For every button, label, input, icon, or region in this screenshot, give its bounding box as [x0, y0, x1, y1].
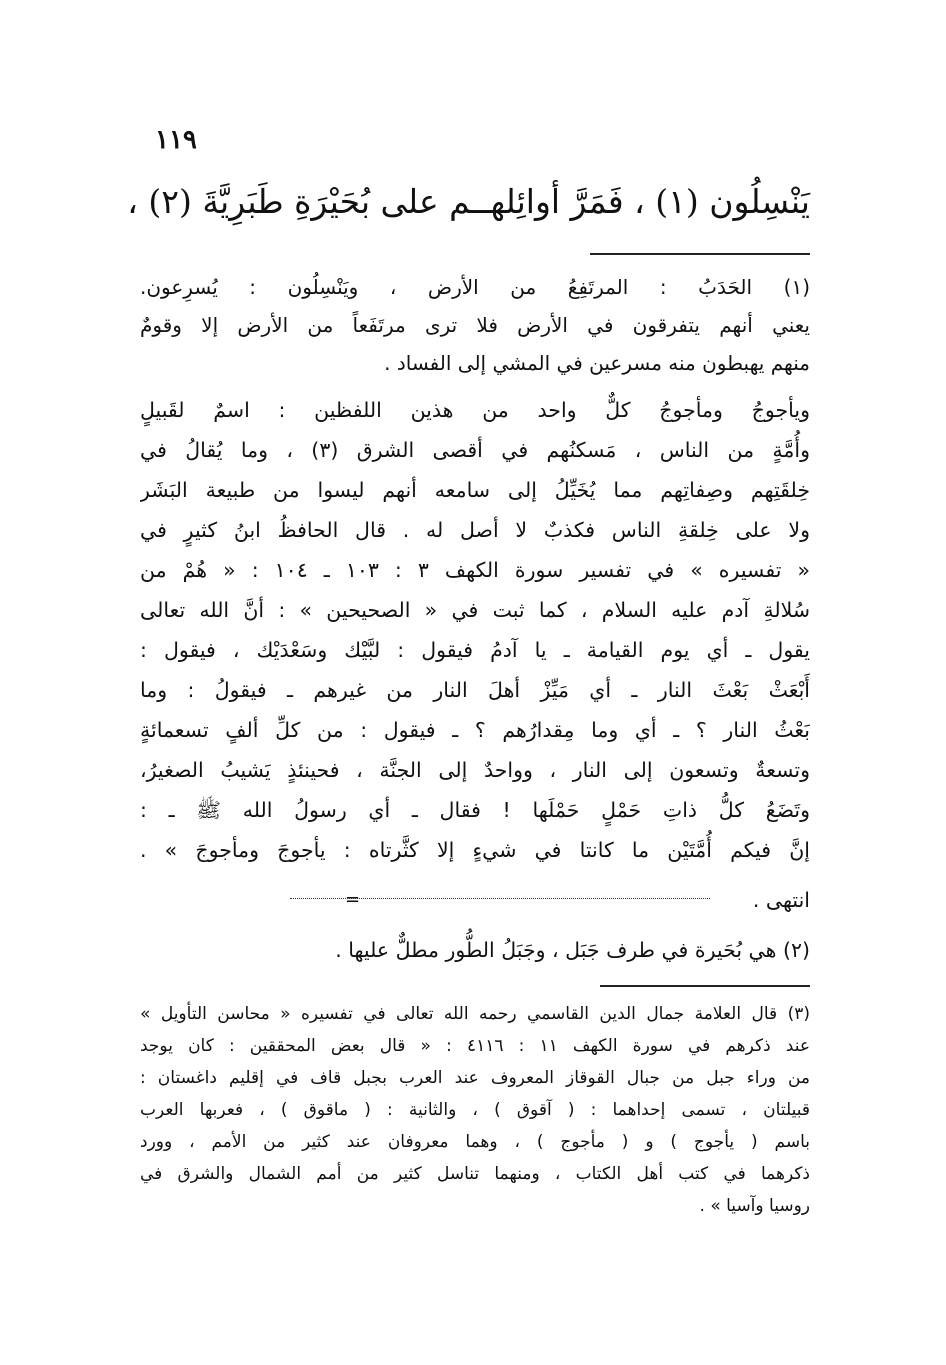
- commentary-line: وتَضَعُ كلُّ ذاتِ حَمْلٍ حَمْلَها ! فقال ـ أي رسولُ الله ﷺ ـ :: [140, 798, 810, 822]
- footnote-3-line: (٣) قال العلامة جمال الدين القاسمي رحمه الله تعالى في تفسيره « محاسن التأويل »: [140, 1004, 810, 1024]
- footnote-3-line: قبيلتان ، تسمى إحداهما : ( آقوق ) ، والثانية : ( ماقوق ) ، فعربها العرب: [140, 1100, 810, 1120]
- footnote-3-line: من وراء جبل من جبال القوقاز المعروف عند العرب بجبل قاف في إقليم داغستان :: [140, 1068, 810, 1088]
- commentary-line: ولا على خِلقةِ الناس فكذبٌ لا أصل له . قال الحافظُ ابنُ كثيرٍ في: [140, 518, 810, 542]
- footnote-3-line: عند ذكرهم في سورة الكهف ١١ : ٤١١٦ : « قال بعض المحققين : كان يوجد: [140, 1036, 810, 1056]
- end-mark: =: [345, 889, 361, 910]
- commentary-line: خِلقَتِهم وصِفاتِهم مما يُخَيِّلُ إلى سامعه أنهم ليسوا من طبيعة البَشَر: [140, 478, 810, 502]
- footnote-1-line: (١) الحَدَبُ : المرتَفِعُ من الأرض ، ويَنْسِلُون : يُسرِعون.: [140, 275, 810, 299]
- verse-line: يَنْسِلُون (١) ، فَمَرَّ أوائِلهــم على بُحَيْرَةِ طَبَرِيَّةَ (٢) ،: [127, 182, 810, 221]
- footnote-1: [140, 268, 810, 382]
- commentary-line: إنَّ فيكم أُمَّتَيْن ما كانتا في شيءٍ إلا كثَّرتاه : يأجوجَ ومأجوجَ » .: [140, 838, 810, 862]
- footnote-3-line: روسيا وآسيا » .: [699, 1196, 810, 1216]
- end-word: انتهى .: [752, 888, 810, 912]
- commentary-line: أَبْعَثْ بَعْثَ النار ـ أي مَيِّزْ أهلَ النار من غيرهم ـ فيقولُ : وما: [140, 678, 810, 702]
- page-number: ١١٩: [155, 125, 197, 155]
- commentary-line: « تفسيره » في تفسير سورة الكهف ٣ : ١٠٣ ـ ١٠٤ : « هُمْ من: [140, 558, 810, 582]
- footnote-2: [140, 928, 810, 972]
- footnote-1-line: منهم يهبطون منه مسرعين في المشي إلى الفساد .: [384, 351, 810, 375]
- footnote-separator-top: [590, 253, 810, 255]
- commentary-line: وتسعةٌ وتسعون إلى النار ، وواحدٌ إلى الجنَّة ، فحينئذٍ يَشيبُ الصغيرُ،: [140, 758, 810, 782]
- footnote-3-line: باسم ( يأجوج ) و ( مأجوج ) ، وهما معروفان عند كثير من الأمم ، وورد: [140, 1132, 810, 1152]
- commentary-line: ويأجوجُ ومأجوجُ كلٌّ واحد من هذين اللفظين : اسمٌ لقَبيلٍ: [140, 398, 810, 422]
- footnote-3-line: ذكرهما في كتب أهل الكتاب ، ومنهما تناسل كثير من أمم الشمال والشرق في: [140, 1164, 810, 1184]
- footnote-2-line: (٢) هي بُحَيرة في طرف جَبَل ، وجَبَلُ الطُّور مطلٌّ عليها .: [335, 938, 810, 962]
- footnote-1-commentary: [140, 390, 810, 870]
- footnote-separator-bottom: [600, 985, 810, 987]
- commentary-line: وأُمَّةٍ من الناس ، مَسكنُهم في أقصى الشرق (٣) ، وما يُقالُ في: [140, 438, 810, 462]
- footnote-3: [140, 998, 810, 1222]
- commentary-line: سُلالةِ آدم عليه السلام ، كما ثبت في « الصحيحين » : أنَّ الله تعالى: [140, 598, 810, 622]
- footnote-1-line: يعني أنهم يتفرقون في الأرض فلا ترى مرتَفَعاً من الأرض إلا وقومٌ: [140, 313, 810, 337]
- commentary-line: بَعْثُ النار ؟ ـ أي وما مِقدارُهم ؟ ـ فيقول : من كلِّ ألفٍ تسعمائةٍ: [140, 718, 810, 742]
- footnote-1-end: [140, 880, 810, 920]
- commentary-line: يقول ـ أي يوم القيامة ـ يا آدمُ فيقول : لبَّيْك وسَعْدَيْك ، فيقول :: [140, 638, 810, 662]
- dotted-divider: [290, 898, 710, 899]
